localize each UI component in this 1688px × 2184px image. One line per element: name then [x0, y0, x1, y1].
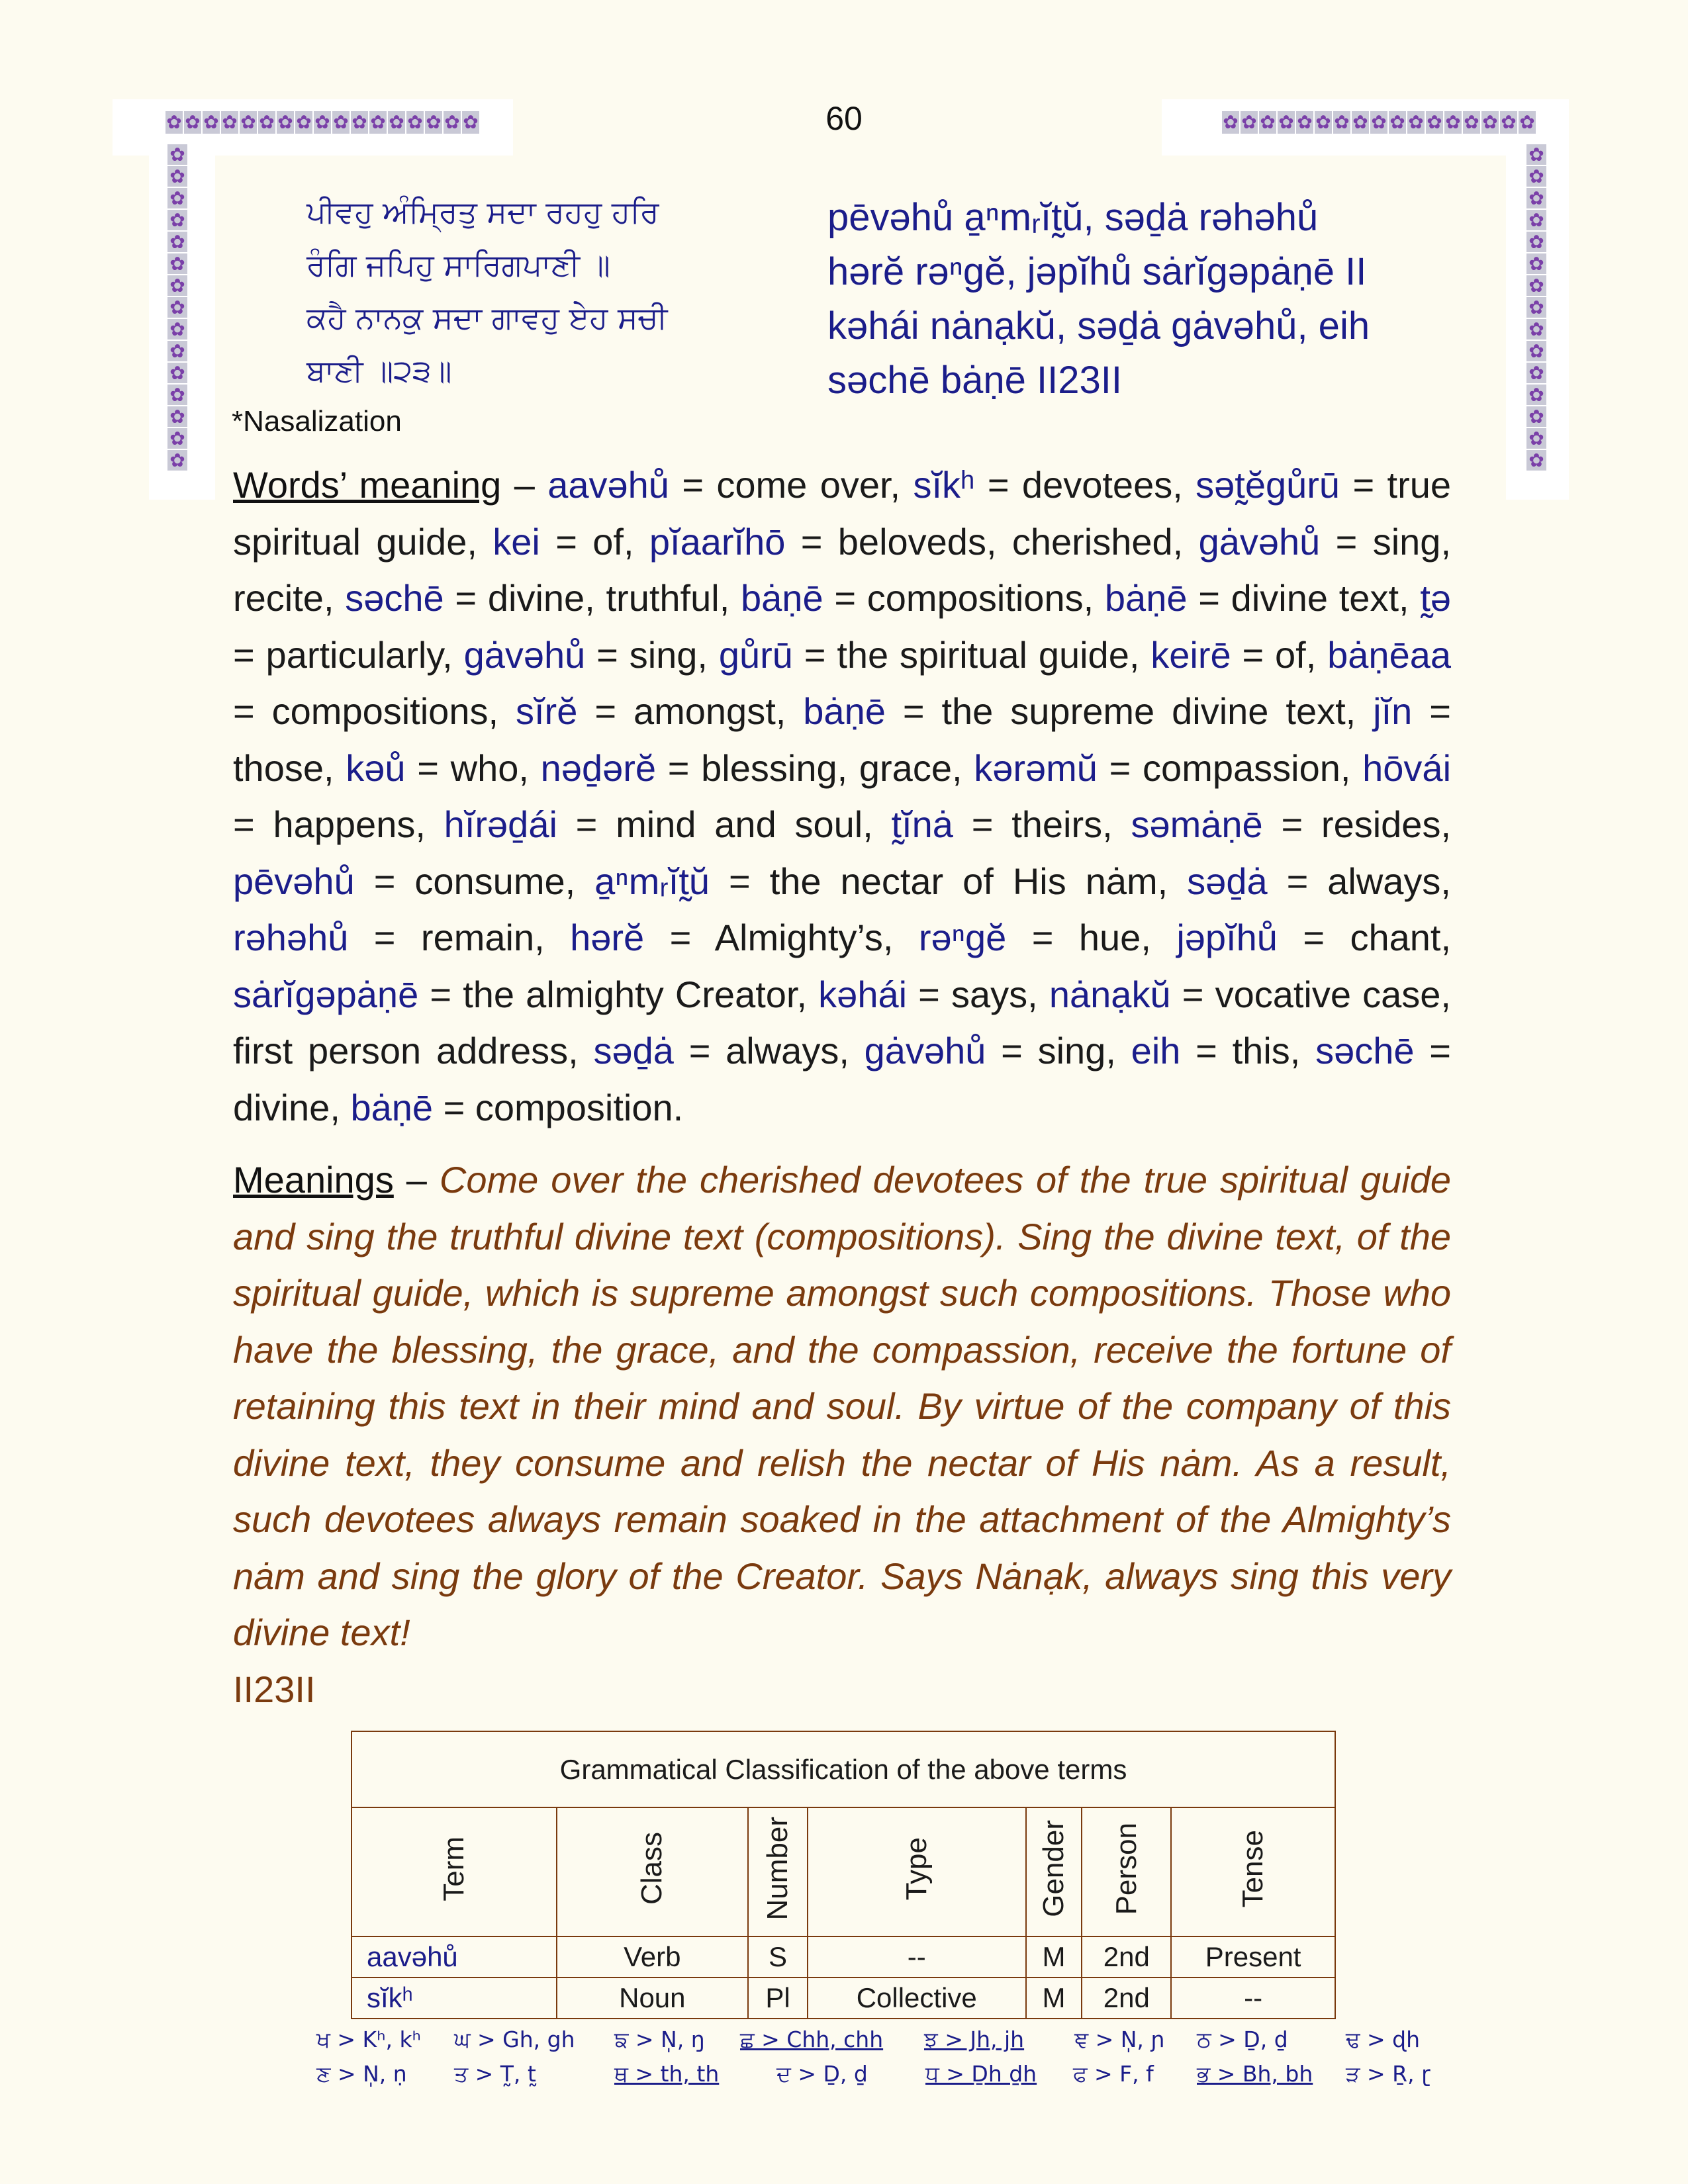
translit-line: səchē bȧṇē II23II [827, 359, 1122, 402]
flower-ornament-icon: ✿ [167, 275, 187, 296]
flower-ornament-icon: ✿ [1526, 144, 1546, 165]
legend-item: ਭ > Bh, bh [1197, 2061, 1313, 2087]
flower-ornament-icon: ✿ [1526, 450, 1546, 471]
gurmukhi-line: ਪੀਵਹੁ ਅੰਮ੍ਰਿਤੁ ਸਦਾ ਰਹਹੁ ਹਰਿ [306, 194, 659, 230]
border-stars-top-right [1222, 111, 1552, 134]
transliteration-verse [827, 191, 1463, 408]
glossary-term: gȧvəhů [1198, 520, 1321, 563]
flower-ornament-icon: ✿ [352, 111, 367, 133]
flower-ornament-icon: ✿ [1278, 111, 1294, 133]
cell-term: aavəhů [352, 1936, 557, 1978]
legend-item: ਦ > Ḏ, ḏ [776, 2061, 868, 2087]
glossary-definition: = happens, [233, 803, 444, 845]
glossary-term: eih [1131, 1030, 1181, 1071]
legend-item: ਧ > Ḏh ḏh [925, 2061, 1037, 2087]
flower-ornament-icon: ✿ [222, 111, 238, 133]
meanings-text: Come over the cherished devotees of the true spiritual guide and sing the truthful divine text (compositions). Sing the divine text, of the spiritual guide, which is supreme amongst such compositions. Those who have the blessing, the grace, and the compassion, receive the fortune of retaining this text in their mind and soul. By virtue of the company of this divine text, they consume and relish the nectar of His nȧm. As a result, such devotees always remain soaked in the attachment of the Almighty’s nȧm and sing the glory of the Creator. Says Nȧnạk, always sing this very divine text! [233, 1159, 1451, 1653]
cell-person: 2nd [1082, 1978, 1171, 2019]
transliteration-legend [316, 2026, 1475, 2093]
cell-number: Pl [748, 1978, 808, 2019]
flower-ornament-icon: ✿ [277, 111, 293, 133]
glossary-definition: = blessing, grace, [656, 747, 974, 789]
flower-ornament-icon: ✿ [1260, 111, 1276, 133]
legend-item: ਢ > ɖh [1346, 2026, 1421, 2052]
glossary-definition: = divine, truthful, [444, 577, 741, 619]
nasalization-note: *Nasalization [232, 405, 402, 437]
glossary-definition: = remain, [348, 917, 571, 958]
glossary-definition: = the nectar of His nȧm, [710, 860, 1188, 902]
flower-ornament-icon: ✿ [389, 111, 404, 133]
glossary-definition: = devotees, [974, 464, 1196, 506]
flower-ornament-icon: ✿ [1371, 111, 1387, 133]
words-meaning-paragraph [233, 457, 1451, 1136]
flower-ornament-icon: ✿ [407, 111, 423, 133]
flower-ornament-icon: ✿ [167, 297, 187, 318]
flower-ornament-icon: ✿ [167, 406, 187, 427]
flower-ornament-icon: ✿ [370, 111, 386, 133]
flower-ornament-icon: ✿ [1223, 111, 1239, 133]
translit-line: kəhái nȧnạkŭ, səḏȧ gȧvəhů, eih [827, 304, 1370, 347]
flower-ornament-icon: ✿ [1526, 406, 1546, 427]
flower-ornament-icon: ✿ [1297, 111, 1313, 133]
meanings-heading: Meanings [233, 1159, 394, 1201]
header-class: Class [557, 1807, 748, 1936]
flower-ornament-icon: ✿ [1526, 385, 1546, 405]
cell-tense: Present [1171, 1936, 1335, 1978]
header-type: Type [808, 1807, 1026, 1936]
glossary-definition: = who, [405, 747, 541, 789]
gurmukhi-verse [306, 185, 730, 397]
flower-ornament-icon: ✿ [1526, 275, 1546, 296]
flower-ornament-icon: ✿ [1241, 111, 1257, 133]
grammar-table [351, 1731, 1336, 2019]
glossary-term: jĭn [1373, 690, 1413, 732]
glossary-definition: = Almighty’s, [644, 917, 919, 958]
flower-ornament-icon: ✿ [1526, 188, 1546, 208]
cell-gender: M [1026, 1978, 1082, 2019]
glossary-definition: = always, [673, 1030, 865, 1071]
border-stars-top-left [165, 111, 491, 134]
glossary-definition: = composition. [433, 1086, 684, 1128]
flower-ornament-icon: ✿ [167, 253, 187, 274]
glossary-definition: = chant, [1277, 917, 1452, 958]
flower-ornament-icon: ✿ [167, 363, 187, 383]
table-row [352, 1978, 1335, 2019]
flower-ornament-icon: ✿ [166, 111, 182, 133]
glossary-term: hōvái [1362, 747, 1452, 789]
flower-ornament-icon: ✿ [167, 166, 187, 187]
cell-type: -- [808, 1936, 1026, 1978]
flower-ornament-icon: ✿ [1408, 111, 1424, 133]
flower-ornament-icon: ✿ [1352, 111, 1368, 133]
glossary-term: gȧvəhů [463, 633, 586, 676]
flower-ornament-icon: ✿ [1526, 363, 1546, 383]
glossary-definition: = of, [539, 520, 649, 563]
glossary-term: sĭkʰ [913, 464, 975, 506]
legend-item: ਫ > F, f [1073, 2061, 1154, 2087]
glossary-term: bȧṇē [350, 1086, 434, 1128]
glossary-term: kei [492, 520, 540, 563]
header-number: Number [748, 1807, 808, 1936]
glossary-term: bȧṇēaa [1327, 633, 1452, 676]
flower-ornament-icon: ✿ [1526, 341, 1546, 361]
glossary-term: səḏȧ [593, 1030, 674, 1071]
glossary-definition: = sing, recite, [233, 520, 1452, 619]
glossary-definition: = compositions, [233, 690, 516, 732]
glossary-definition: = consume, [354, 860, 595, 902]
glossary-definition: = sing, [585, 633, 719, 676]
flower-ornament-icon: ✿ [1315, 111, 1331, 133]
table-row [352, 1936, 1335, 1978]
flower-ornament-icon: ✿ [1334, 111, 1350, 133]
glossary-definition: = true spiritual guide, [233, 464, 1452, 563]
glossary-term: sət̰ĕgůrū [1196, 464, 1340, 506]
flower-ornament-icon: ✿ [426, 111, 442, 133]
words-meaning-heading: Words’ meaning [233, 464, 502, 506]
legend-item: ਛ > Chh, chh [740, 2026, 884, 2052]
flower-ornament-icon: ✿ [1427, 111, 1442, 133]
cell-term: sĭkʰ [352, 1978, 557, 2019]
legend-item: ਖ > Kʰ, kʰ [316, 2026, 421, 2052]
glossary-term: t̰ĭnȧ [891, 803, 953, 845]
glossary-term: rəⁿgĕ [918, 917, 1007, 958]
flower-ornament-icon: ✿ [167, 319, 187, 340]
flower-ornament-icon: ✿ [1389, 111, 1405, 133]
gurmukhi-line: ਬਾਣੀ ॥੨੩॥ [306, 353, 452, 388]
legend-item: ਣ > N̩, ṇ [316, 2061, 407, 2087]
grammar-table-caption: Grammatical Classification of the above terms [352, 1731, 1335, 1807]
glossary-term: səchē [1315, 1030, 1415, 1071]
glossary-definition: = divine text, [1187, 577, 1421, 619]
glossary-term: nȧnạkŭ [1049, 973, 1171, 1015]
glossary-definition: = resides, [1262, 803, 1452, 845]
glossary-term: a̱ⁿmᵣĭt̰ŭ [594, 860, 710, 902]
glossary-term: bȧṇē [741, 577, 823, 619]
flower-ornament-icon: ✿ [167, 341, 187, 361]
glossary-term: bȧṇē [803, 690, 886, 732]
glossary-term: hərĕ [570, 917, 645, 958]
flower-ornament-icon: ✿ [1526, 210, 1546, 230]
glossary-term: rəhəhů [233, 917, 349, 958]
flower-ornament-icon: ✿ [1526, 166, 1546, 187]
legend-item: ਠ > Ḏ, ḏ [1197, 2026, 1288, 2052]
translit-line: hərĕ rəⁿgĕ, jəpĭhů sȧrĭgəpȧṇē II [827, 250, 1367, 293]
meanings-dash: – [393, 1159, 440, 1201]
glossary-term: hĭrəḏái [444, 803, 557, 845]
glossary-definition: = those, [233, 690, 1451, 789]
border-stars-left [167, 144, 187, 488]
verse-end-marker: II23II [233, 1668, 316, 1710]
glossary-definition: = compassion, [1097, 747, 1363, 789]
glossary-definition: = the supreme divine text, [885, 690, 1374, 732]
glossary-definition: = always, [1267, 860, 1451, 902]
glossary-definition: = theirs, [953, 803, 1131, 845]
border-stars-right [1526, 144, 1546, 488]
cell-class: Verb [557, 1936, 748, 1978]
flower-ornament-icon: ✿ [167, 188, 187, 208]
glossary-term: keirē [1150, 633, 1231, 676]
flower-ornament-icon: ✿ [314, 111, 330, 133]
header-tense: Tense [1171, 1807, 1335, 1936]
flower-ornament-icon: ✿ [185, 111, 201, 133]
flower-ornament-icon: ✿ [1445, 111, 1461, 133]
glossary-term: pĭaarĭhō [649, 520, 786, 563]
header-term: Term [352, 1807, 557, 1936]
translit-line: pēvəhů a̱ⁿmᵣĭt̰ŭ, səḏȧ rəhəhů [827, 196, 1319, 239]
cell-class: Noun [557, 1978, 748, 2019]
flower-ornament-icon: ✿ [1526, 428, 1546, 449]
words-meaning-list [233, 464, 1451, 1128]
glossary-definition: = this, [1180, 1030, 1316, 1071]
legend-item: ਤ > T̰, t̰ [454, 2061, 536, 2087]
flower-ornament-icon: ✿ [1519, 111, 1535, 133]
flower-ornament-icon: ✿ [167, 428, 187, 449]
glossary-term: səchē [345, 577, 444, 619]
legend-item: ਙ > N̩, ŋ [614, 2026, 705, 2052]
flower-ornament-icon: ✿ [1526, 253, 1546, 274]
glossary-term: aavəhů [547, 464, 669, 506]
glossary-definition: = mind and soul, [557, 803, 892, 845]
meanings-paragraph [233, 1152, 1451, 1717]
glossary-definition: = vocative case, first person address, [233, 973, 1451, 1071]
glossary-term: səmȧṇē [1131, 803, 1263, 845]
glossary-term: kərəmŭ [974, 747, 1098, 789]
glossary-term: sĭrĕ [516, 690, 578, 732]
glossary-term: nəḏərĕ [540, 747, 657, 789]
cell-number: S [748, 1936, 808, 1978]
flower-ornament-icon: ✿ [1526, 319, 1546, 340]
glossary-term: kəů [346, 747, 406, 789]
legend-item: ਘ > Gh, gh [454, 2026, 575, 2052]
flower-ornament-icon: ✿ [463, 111, 479, 133]
legend-item: ਞ > N̩, ɲ [1074, 2026, 1165, 2052]
flower-ornament-icon: ✿ [1526, 297, 1546, 318]
gurmukhi-line: ਰੰਗਿ ਜਪਿਹੁ ਸਾਰਿਗਪਾਣੀ ॥ [306, 247, 610, 283]
page-number: 60 [825, 100, 863, 137]
flower-ornament-icon: ✿ [203, 111, 219, 133]
flower-ornament-icon: ✿ [259, 111, 275, 133]
cell-person: 2nd [1082, 1936, 1171, 1978]
glossary-definition: = come over, [669, 464, 914, 506]
glossary-definition: = the almighty Creator, [418, 973, 819, 1015]
glossary-definition: = amongst, [577, 690, 804, 732]
flower-ornament-icon: ✿ [444, 111, 460, 133]
header-person: Person [1082, 1807, 1171, 1936]
flower-ornament-icon: ✿ [167, 385, 187, 405]
legend-item: ਥ > th, th [614, 2061, 720, 2087]
glossary-term: pēvəhů [233, 860, 355, 902]
flower-ornament-icon: ✿ [167, 144, 187, 165]
glossary-definition: = particularly, [233, 633, 464, 676]
glossary-term: kəhái [818, 973, 908, 1015]
flower-ornament-icon: ✿ [296, 111, 312, 133]
flower-ornament-icon: ✿ [167, 210, 187, 230]
cell-type: Collective [808, 1978, 1026, 2019]
flower-ornament-icon: ✿ [240, 111, 256, 133]
glossary-term: t̰ə [1420, 577, 1452, 619]
glossary-term: jəpĭhů [1176, 917, 1278, 958]
glossary-term: gůrū [718, 633, 793, 676]
glossary-term: bȧṇē [1104, 577, 1188, 619]
glossary-definition: = of, [1231, 633, 1328, 676]
cell-gender: M [1026, 1936, 1082, 1978]
header-gender: Gender [1026, 1807, 1082, 1936]
glossary-term: səḏȧ [1187, 860, 1268, 902]
legend-item: ਝ > Jh, jh [924, 2026, 1025, 2052]
flower-ornament-icon: ✿ [1464, 111, 1479, 133]
glossary-definition: = beloveds, cherished, [785, 520, 1199, 563]
words-meaning-dash: – [501, 464, 548, 506]
legend-item: ੜ > Ṟ, ɽ [1346, 2061, 1430, 2087]
flower-ornament-icon: ✿ [333, 111, 349, 133]
cell-tense: -- [1171, 1978, 1335, 2019]
flower-ornament-icon: ✿ [167, 232, 187, 252]
glossary-term: sȧrĭgəpȧṇē [233, 973, 419, 1015]
glossary-definition: = hue, [1006, 917, 1177, 958]
flower-ornament-icon: ✿ [1482, 111, 1498, 133]
flower-ornament-icon: ✿ [167, 450, 187, 471]
glossary-definition: = says, [907, 973, 1049, 1015]
glossary-definition: = compositions, [823, 577, 1105, 619]
flower-ornament-icon: ✿ [1501, 111, 1517, 133]
flower-ornament-icon: ✿ [1526, 232, 1546, 252]
glossary-definition: = sing, [986, 1030, 1131, 1071]
glossary-definition: = the spiritual guide, [792, 633, 1151, 676]
glossary-term: gȧvəhů [864, 1030, 986, 1071]
glossary-definition: = divine, [233, 1030, 1451, 1128]
gurmukhi-line: ਕਹੈ ਨਾਨਕੁ ਸਦਾ ਗਾਵਹੁ ਏਹ ਸਚੀ [306, 300, 668, 336]
